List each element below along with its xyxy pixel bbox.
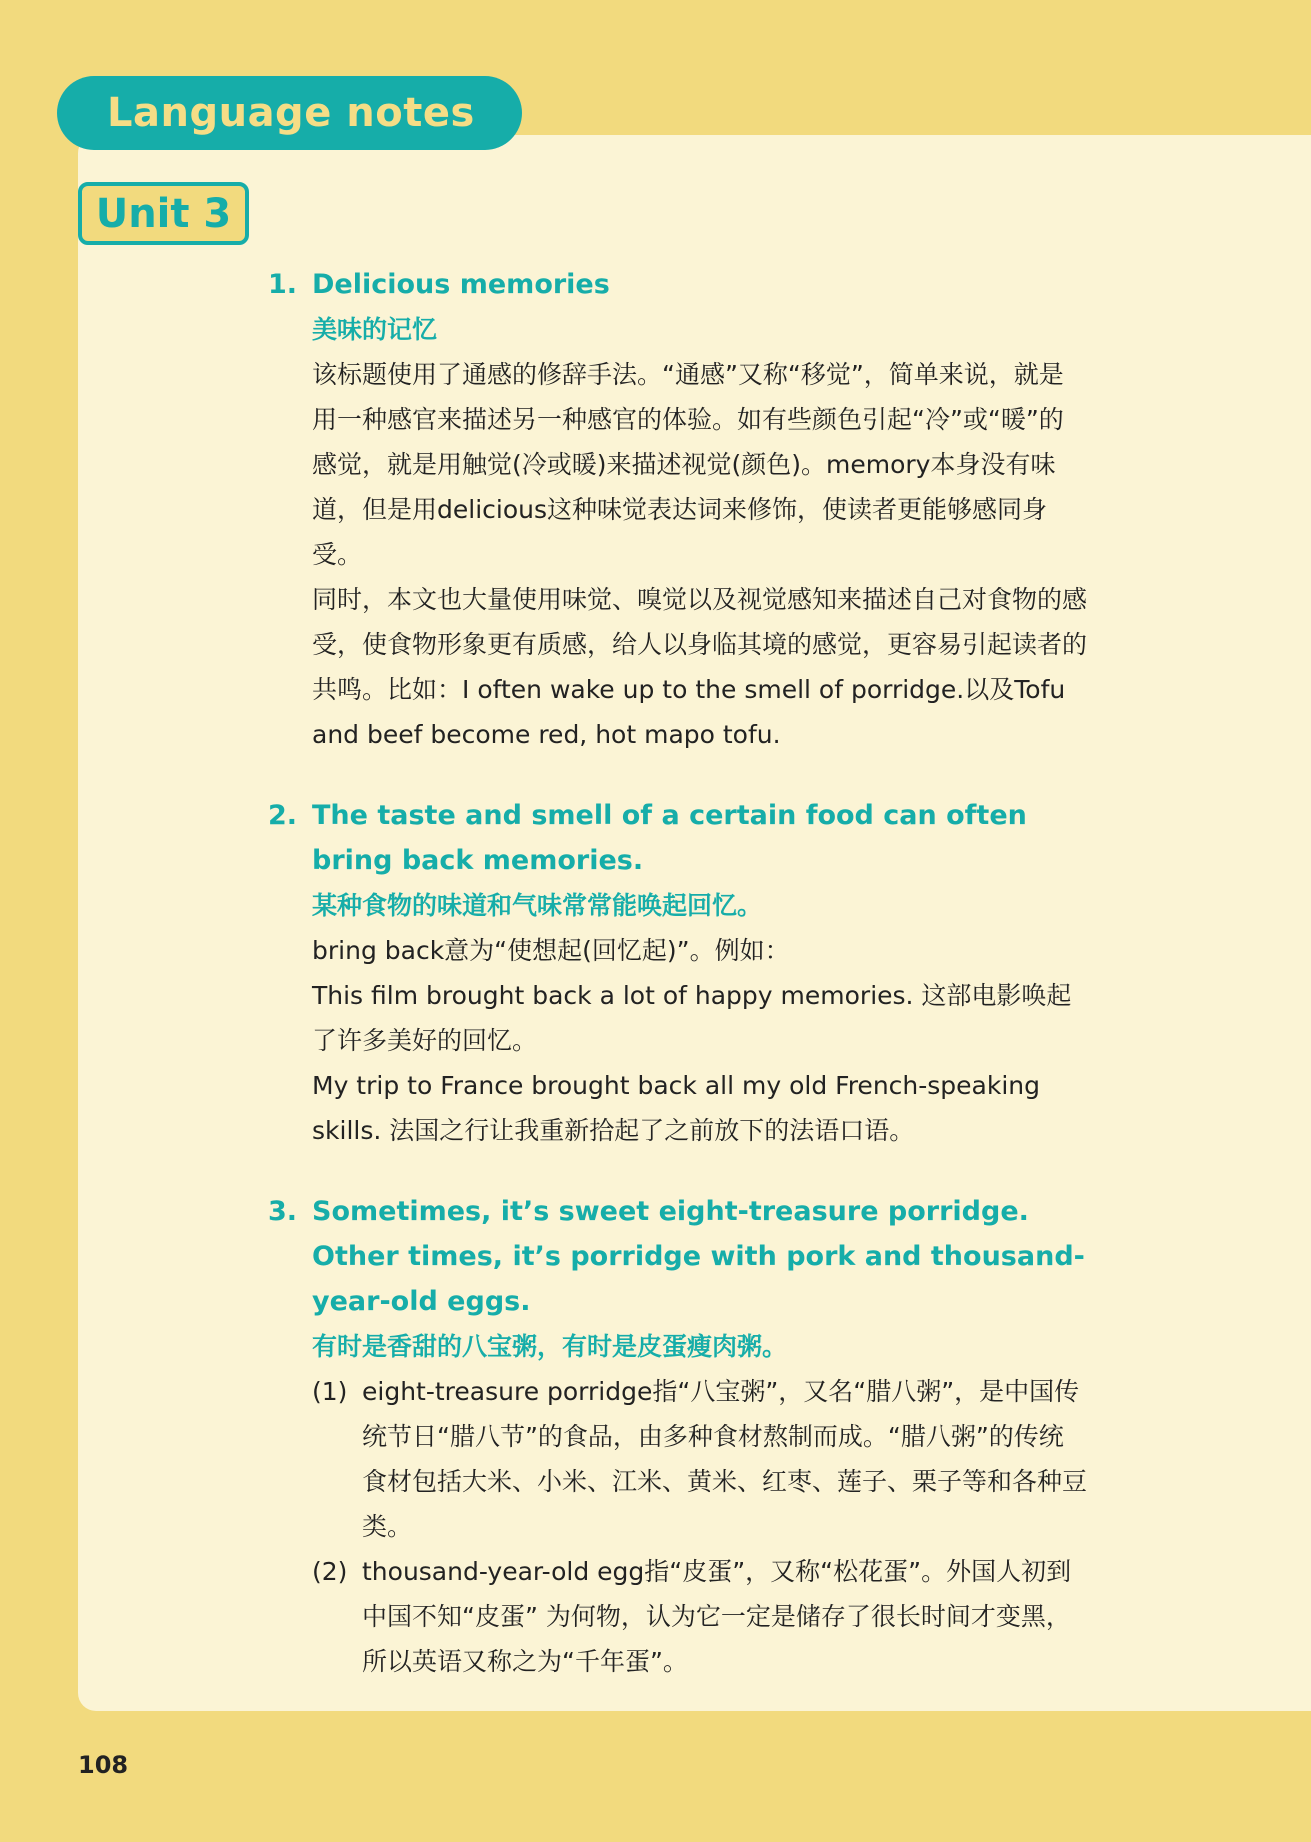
unit-badge: Unit 3 xyxy=(78,182,249,245)
note-item xyxy=(268,262,1088,757)
note-translation: 美味的记忆 xyxy=(312,315,438,344)
note-paragraph: This film brought back a lot of happy memories. 这部电影唤起了许多美好的回忆。 xyxy=(312,981,1072,1055)
note-subitem xyxy=(312,1549,1088,1684)
subitem-number: (1) xyxy=(312,1377,348,1406)
note-item xyxy=(268,793,1088,1153)
section-header: Language notes xyxy=(57,76,522,150)
note-item xyxy=(268,1189,1088,1684)
subitem-text: thousand-year-old egg指“皮蛋”，又称“松花蛋”。外国人初到中国不知“皮蛋” 为何物，认为它一定是储存了很长时间才变黑，所以英语又称之为“千年蛋”。 xyxy=(362,1557,1072,1676)
subitem-number: (2) xyxy=(312,1557,348,1586)
note-number: 1. xyxy=(268,269,298,300)
note-title: Sometimes, it’s sweet eight-treasure porridge. Other times, it’s porridge with pork and thousand-year-old eggs. xyxy=(312,1196,1085,1317)
note-subitem xyxy=(312,1369,1088,1549)
note-number: 2. xyxy=(268,800,298,831)
note-paragraph: My trip to France brought back all my old French-speaking skills. 法国之行让我重新拾起了之前放下的法语口语。 xyxy=(312,1071,1041,1145)
note-translation: 有时是香甜的八宝粥，有时是皮蛋瘦肉粥。 xyxy=(312,1332,788,1361)
note-paragraph: bring back意为“使想起(回忆起)”。例如： xyxy=(312,936,790,965)
notes-list xyxy=(268,262,1088,1720)
note-title: The taste and smell of a certain food can often bring back memories. xyxy=(312,800,1027,876)
note-number: 3. xyxy=(268,1196,298,1227)
note-paragraph: 该标题使用了通感的修辞手法。“通感”又称“移觉”，简单来说，就是用一种感官来描述另一种感官的体验。如有些颜色引起“冷”或“暖”的感觉，就是用触觉(冷或暖)来描述视觉(颜色)。memory本身没有味道，但是用delicious这种味觉表达词来修饰，使读者更能够感同身受。 xyxy=(312,360,1064,569)
subitem-text: eight-treasure porridge指“八宝粥”，又名“腊八粥”，是中国传统节日“腊八节”的食品，由多种食材熬制而成。“腊八粥”的传统食材包括大米、小米、江米、黄米、红枣、莲子、栗子等和各种豆类。 xyxy=(362,1377,1088,1541)
note-title: Delicious memories xyxy=(312,269,610,300)
note-translation: 某种食物的味道和气味常常能唤起回忆。 xyxy=(312,891,763,920)
note-paragraph: 同时，本文也大量使用味觉、嗅觉以及视觉感知来描述自己对食物的感受，使食物形象更有质感，给人以身临其境的感觉，更容易引起读者的共鸣。比如：I often wake up to the smell of porridge.以及Tofu and beef become red, hot mapo tofu. xyxy=(312,585,1088,749)
page-number: 108 xyxy=(78,1751,129,1779)
